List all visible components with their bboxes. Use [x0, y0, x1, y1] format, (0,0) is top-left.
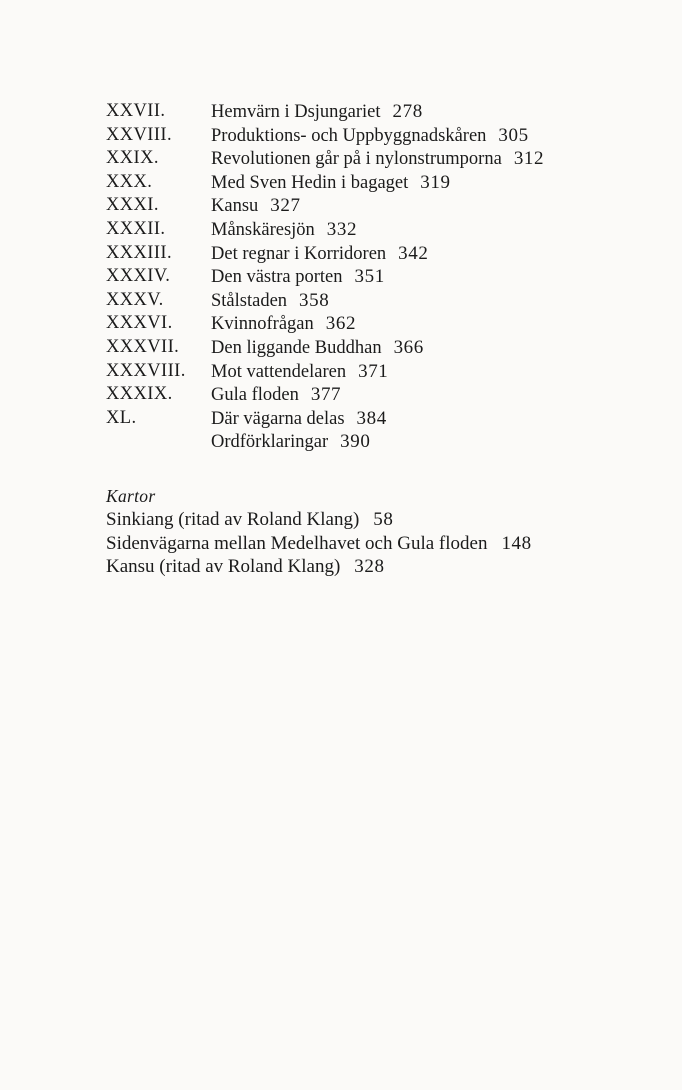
- toc-entry-glossary: [106, 430, 666, 454]
- page-number: 351: [354, 266, 385, 288]
- chapter-number: XXX.: [106, 171, 153, 192]
- toc-entry: [106, 360, 666, 384]
- toc-entry: [106, 265, 666, 289]
- page-number: 377: [310, 384, 342, 406]
- page-number: 362: [325, 313, 357, 335]
- chapter-title: Ordförklaringar: [211, 432, 329, 453]
- map-entry: [106, 555, 666, 579]
- page-number: 58: [373, 509, 394, 530]
- map-title: Kansu (ritad av Roland Klang): [106, 556, 341, 577]
- chapter-title: Månskäresjön: [211, 219, 315, 240]
- maps-section: [106, 484, 666, 579]
- chapter-number: XXXVIII.: [106, 360, 186, 381]
- toc-entry: [106, 147, 666, 171]
- chapter-number: XXXIX.: [106, 384, 173, 405]
- page-number: 332: [326, 218, 358, 240]
- page-number: 148: [501, 532, 532, 554]
- chapter-number: XXXII.: [106, 218, 166, 239]
- map-title: Sinkiang (ritad av Roland Klang): [106, 509, 360, 530]
- chapter-title: Den liggande Buddhan: [211, 337, 382, 358]
- page-number: 278: [392, 101, 423, 122]
- page-number: 312: [513, 148, 545, 170]
- chapter-title: Hemvärn i Dsjungariet: [211, 102, 381, 122]
- page-number: 358: [299, 289, 330, 311]
- chapter-title: Det regnar i Korridoren: [211, 243, 387, 264]
- page-number: 384: [356, 407, 387, 429]
- page-number: 305: [498, 124, 529, 146]
- toc-entry: [106, 407, 666, 431]
- chapter-title: Gula floden: [211, 385, 299, 406]
- page-number: 366: [393, 336, 424, 358]
- toc-entry: [106, 124, 666, 148]
- chapter-number: XXIX.: [106, 148, 159, 169]
- chapter-title: Stålstaden: [211, 290, 288, 311]
- chapter-number: XL.: [106, 407, 137, 428]
- chapter-title: Med Sven Hedin i bagaget: [211, 172, 409, 193]
- toc-entry: [106, 383, 666, 407]
- chapter-title: Kvinnofrågan: [211, 314, 314, 335]
- chapter-title: Kansu: [211, 196, 259, 217]
- chapter-number: XXXVI.: [106, 313, 173, 334]
- chapter-number: XXVIII.: [106, 124, 172, 145]
- chapter-number: XXXIII.: [106, 242, 172, 263]
- toc-entry: [106, 194, 666, 218]
- toc-entry: [106, 171, 666, 195]
- chapter-number: XXXVII.: [106, 336, 180, 357]
- chapter-number: XXXIV.: [106, 266, 171, 287]
- toc-entry: [106, 336, 666, 360]
- map-entry: [106, 532, 666, 556]
- toc-entry: [106, 218, 666, 242]
- toc-entry: [106, 312, 666, 336]
- table-of-contents: [106, 100, 666, 454]
- page-number: 390: [340, 431, 371, 453]
- chapter-title: Den västra porten: [211, 267, 343, 288]
- page-number: 328: [354, 556, 385, 577]
- page-number: 319: [420, 171, 451, 193]
- chapter-title: Där vägarna delas: [211, 408, 345, 429]
- chapter-number: XXXV.: [106, 289, 164, 310]
- map-title: Sidenvägarna mellan Medelhavet och Gula floden: [106, 532, 488, 554]
- chapter-title: Mot vattendelaren: [211, 361, 347, 382]
- chapter-number: XXXI.: [106, 195, 159, 216]
- page-number: 342: [398, 242, 429, 264]
- chapter-title: Revolutionen går på i nylonstrumporna: [211, 149, 502, 170]
- toc-entry: [106, 100, 666, 124]
- chapter-number: XXVII.: [106, 101, 166, 121]
- page-number: 327: [270, 195, 301, 217]
- map-entry: [106, 508, 666, 532]
- toc-entry: [106, 242, 666, 266]
- maps-heading: Kartor: [106, 486, 156, 506]
- toc-entry: [106, 289, 666, 313]
- chapter-title: Produktions- och Uppbyggnadskåren: [211, 125, 487, 146]
- page-number: 371: [358, 360, 389, 382]
